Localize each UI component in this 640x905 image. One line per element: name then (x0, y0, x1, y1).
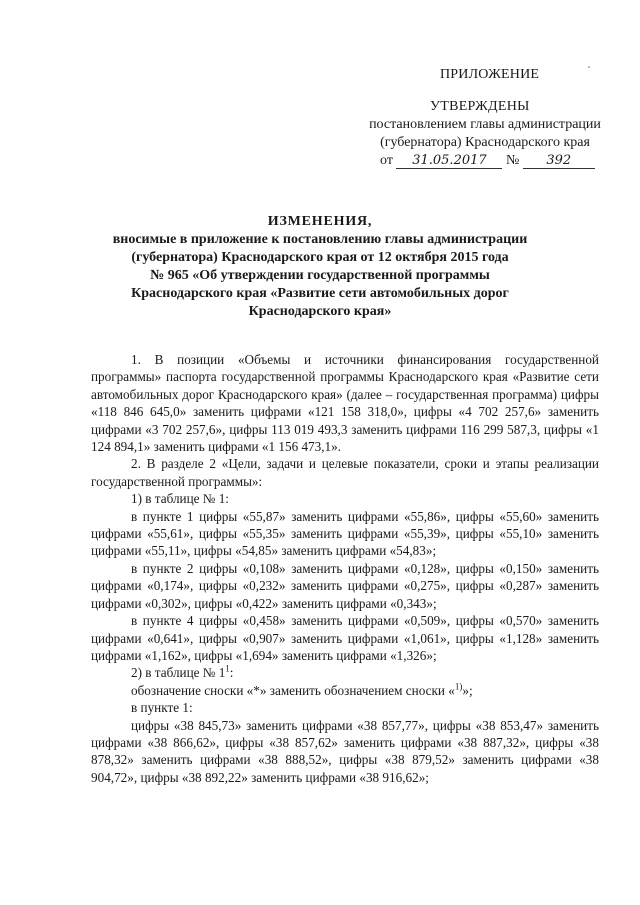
title-heading: ИЗМЕНЕНИЯ, (267, 214, 373, 229)
appendix-label: ПРИЛОЖЕНИЕ (440, 67, 540, 82)
paragraph-10: цифры «38 845,73» заменить цифрами «38 857,77», цифры «38 853,47» заменить цифрами «38 866,62», цифры «38 857,62» заменить цифрами «38 887,32», цифры «38 878,32» заменить цифрами «38 888,52», цифры «38 879,52» заменить цифрами «38 904,72», цифры «38 892,22» заменить цифрами «38 916,62»; (91, 717, 599, 785)
paragraph-7-text: 2) в таблице № 1 (131, 665, 226, 681)
title-line: (губернатора) Краснодарского края от 12 октября 2015 года (131, 250, 509, 265)
paragraph-9: в пункте 1: (131, 700, 193, 716)
paragraph-1: 1. В позиции «Объемы и источники финансирования государственной программы» паспорта государственной программы Краснодарского края «Развитие сети автомобильных дорог Краснодарского края» (далее – государственная программа) цифры «118 846 645,0» заменить цифрами «121 158 318,0», цифры «4 702 257,6» заменить цифрами «3 702 257,6», цифры 113 019 493,3 заменить цифрами 116 299 587,3, цифры «1 124 894,1» заменить цифрами «1 156 473,1». (91, 352, 599, 455)
approved-label: УТВЕРЖДЕНЫ (430, 99, 530, 114)
handwritten-date: 31.05.2017 (396, 154, 502, 169)
title-line: Краснодарского края «Развитие сети автомобильных дорог (131, 286, 509, 301)
paragraph-6: в пункте 4 цифры «0,458» заменить цифрами «0,509», цифры «0,570» заменить цифрами «0,641», цифры «0,907» заменить цифрами «1,061», цифры «1,128» заменить цифрами «1,162», цифры «1,694» заменить цифрами «1,326»; (91, 613, 599, 663)
paragraph-8 (91, 682, 599, 699)
superscript: 1) (454, 681, 463, 692)
number-prefix: № (505, 153, 520, 168)
approval-date-line (360, 152, 610, 170)
document-title (100, 213, 540, 321)
approval-line-1: постановлением главы администрации (369, 117, 601, 132)
date-prefix: от (380, 153, 393, 168)
handwritten-number: 392 (523, 154, 595, 169)
document-body (91, 351, 599, 786)
paragraph-5: в пункте 2 цифры «0,108» заменить цифрами «0,128», цифры «0,150» заменить цифрами «0,174», цифры «0,232» заменить цифрами «0,275», цифры «0,287» заменить цифрами «0,302», цифры «0,422» заменить цифрами «0,343»; (91, 560, 599, 611)
paragraph-7-end: : (229, 665, 234, 681)
paragraph-4: в пункте 1 цифры «55,87» заменить цифрами «55,86», цифры «55,60» заменить цифрами «55,61», цифры «55,35» заменить цифрами «55,39», цифры «55,10» заменить цифрами «55,11», цифры «54,85» заменить цифрами «54,83»; (91, 508, 599, 559)
paragraph-2: 2. В разделе 2 «Цели, задачи и целевые показатели, сроки и этапы реализации государственной программы»: (91, 456, 599, 489)
title-line: Краснодарского края» (248, 304, 392, 319)
paragraph-7 (91, 664, 599, 681)
paragraph-8-end: »; (462, 682, 473, 698)
approval-header (360, 66, 610, 170)
superscript: 1 (225, 663, 230, 674)
title-line: вносимые в приложение к постановлению главы администрации (112, 232, 528, 247)
title-line: № 965 «Об утверждении государственной программы (150, 268, 490, 283)
paragraph-3: 1) в таблице № 1: (131, 491, 229, 507)
paragraph-8-text: обозначение сноски «*» заменить обозначением сноски « (131, 682, 455, 698)
approval-line-2: (губернатора) Краснодарского края (380, 135, 590, 150)
